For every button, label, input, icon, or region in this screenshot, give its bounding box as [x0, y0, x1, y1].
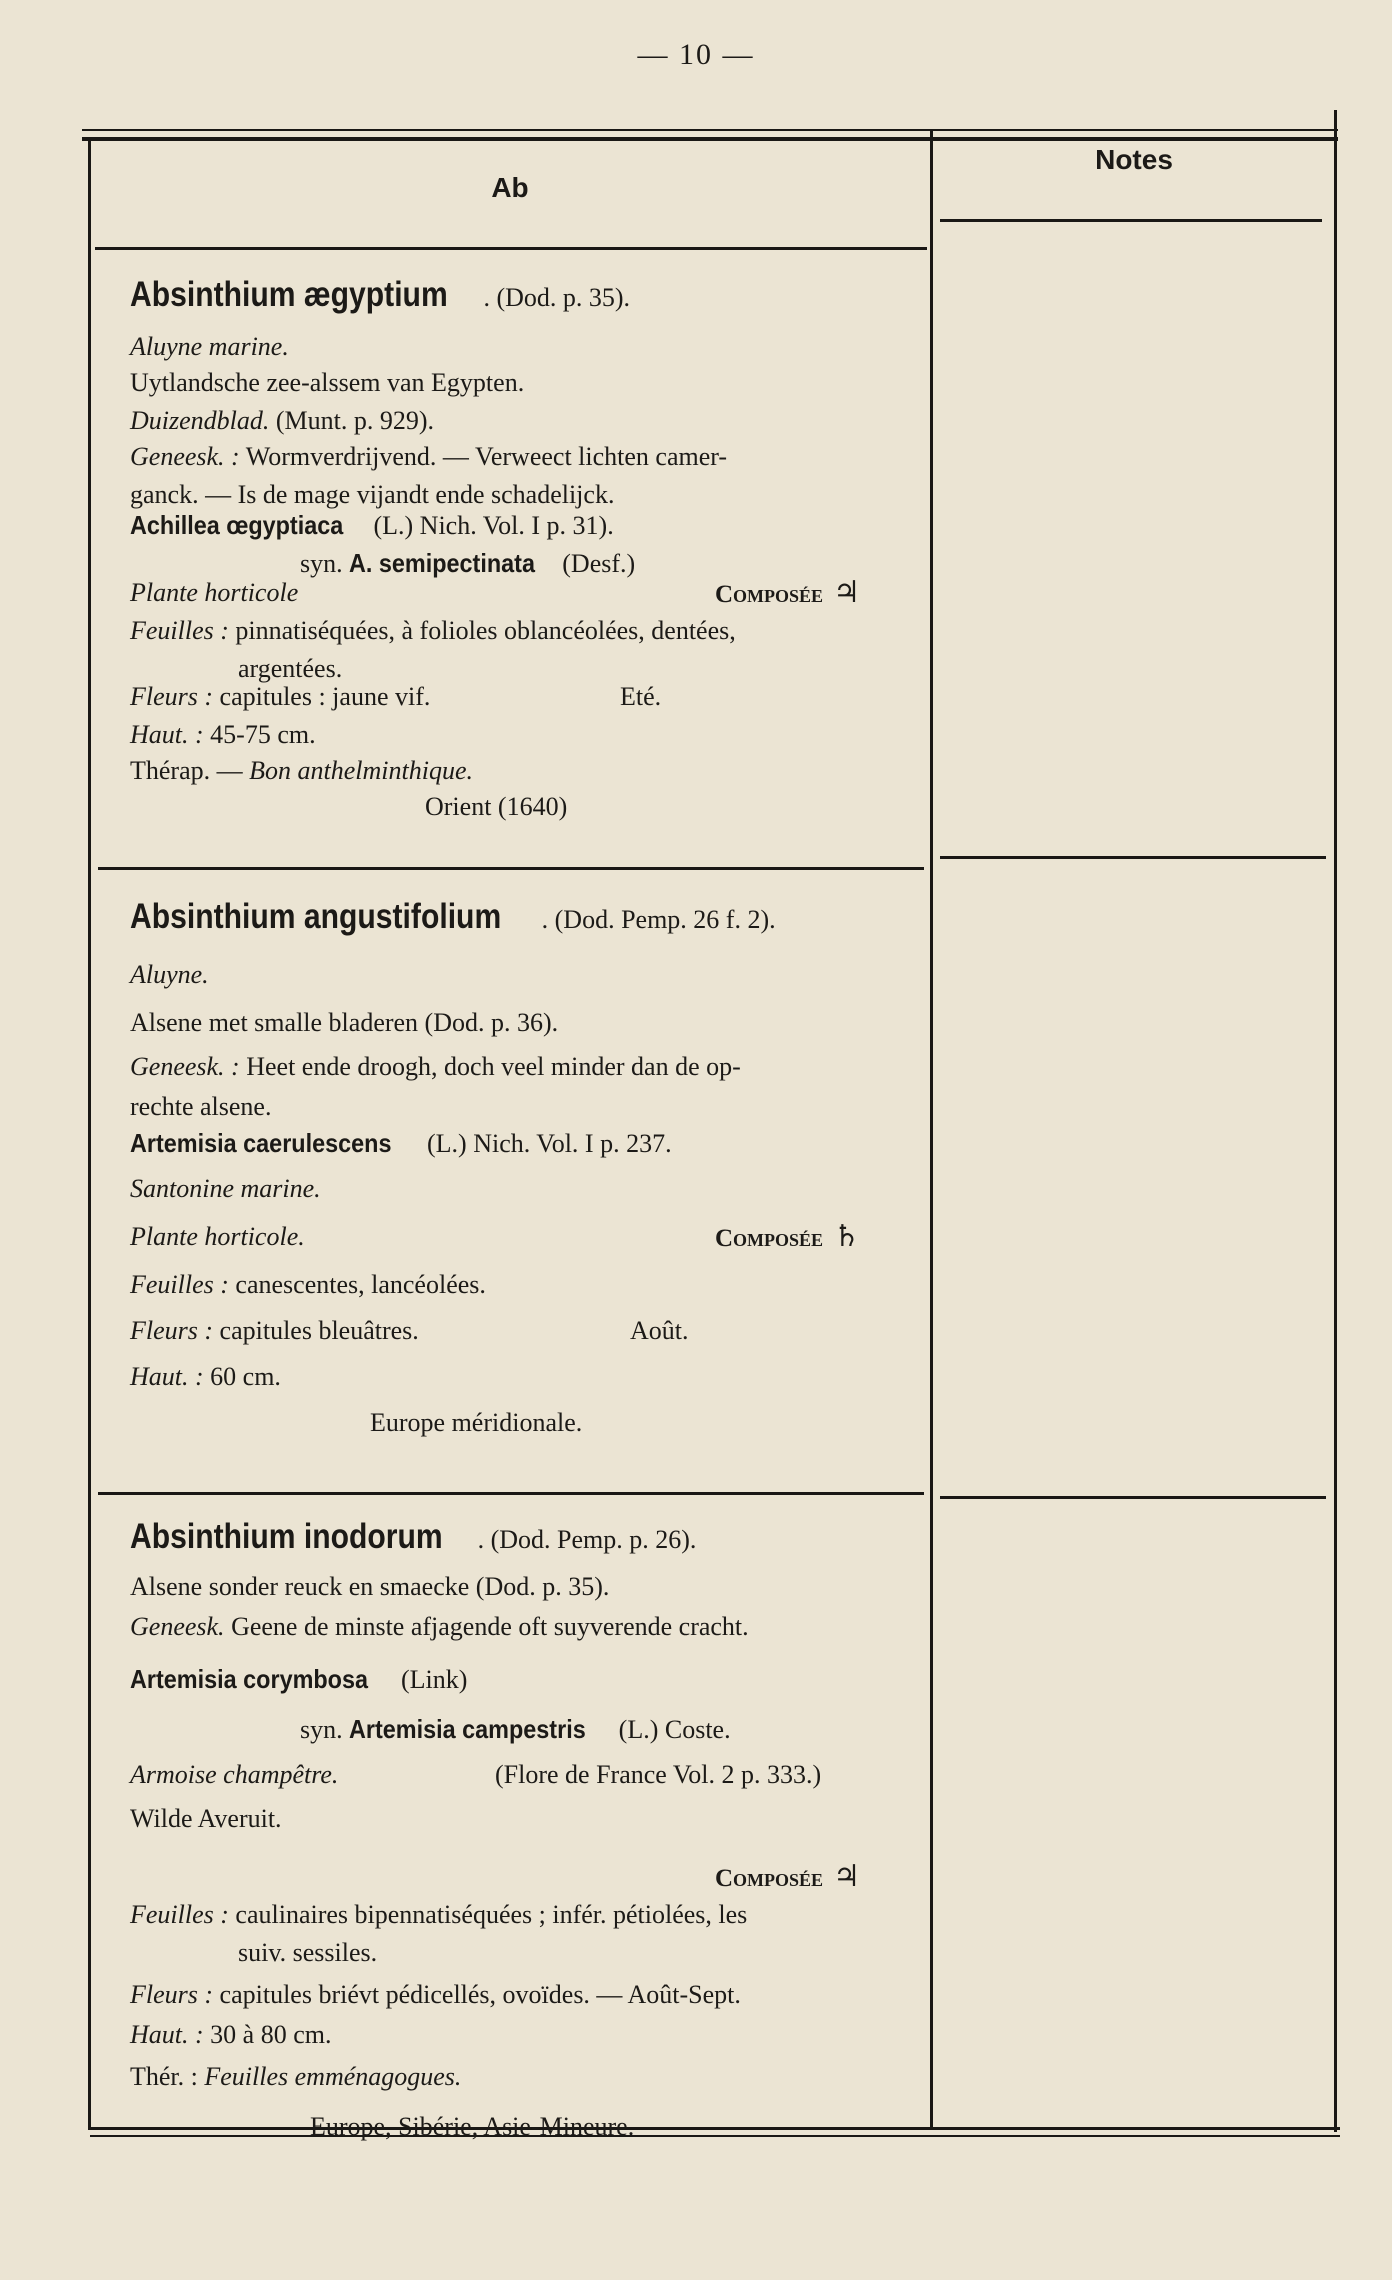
- line-text: Alsene met smalle bladeren (Dod. p. 36).: [130, 1008, 559, 1037]
- field-label: Fleurs :: [130, 682, 214, 711]
- line-italic-text: Bon anthelminthique.: [249, 756, 473, 785]
- line-text: Wormverdrijvend. — Verweect lichten camer-: [239, 442, 728, 471]
- line-text: 45-75 cm.: [203, 720, 316, 749]
- line-text: Orient (1640): [425, 792, 568, 821]
- line-text: Aluyne.: [130, 960, 209, 989]
- life-form-symbol: ♃: [833, 576, 860, 609]
- line-text: pinnatiséquées, à folioles oblancéolées, dentées,: [228, 616, 736, 645]
- entry-line: [130, 1896, 920, 1934]
- entry-line: [130, 1218, 920, 1266]
- entry-title-line: [130, 1518, 920, 1568]
- line-text: capitules : jaune vif.: [213, 682, 431, 711]
- line-text: Plante horticole.: [130, 1222, 305, 1251]
- entry-separator-1-right: [940, 856, 1326, 859]
- line-suffix: (Desf.): [555, 549, 636, 578]
- line-text: syn.: [300, 549, 350, 578]
- line-text: Artemisia corymbosa: [130, 1664, 369, 1694]
- header-separator-right: [940, 219, 1322, 222]
- entry-line: [130, 1976, 920, 2016]
- line-suffix: (Munt. p. 929).: [269, 406, 435, 435]
- line-suffix: (Link): [394, 1665, 468, 1694]
- plant-family: [715, 1858, 860, 1898]
- entry-title-line: [130, 898, 920, 956]
- entry-line: [130, 1660, 920, 1710]
- column-divider: [930, 130, 933, 2130]
- entry-line: [130, 364, 920, 402]
- line-text: Achillea œgyptiaca: [130, 510, 344, 540]
- life-form-symbol: ♃: [833, 1860, 860, 1893]
- family-name: Composée: [715, 1865, 824, 1892]
- entry-line: [130, 1170, 920, 1218]
- entry-title-reference: . (Dod. p. 35).: [483, 283, 631, 312]
- entry-line: [130, 1088, 920, 1124]
- synonym-name: A. semipectinata: [349, 548, 536, 578]
- frame-left-line: [88, 137, 91, 2130]
- line-text: 60 cm.: [203, 1362, 281, 1391]
- page-number: — 10 —: [637, 38, 755, 71]
- line-text: Alsene sonder reuck en smaecke (Dod. p. 35).: [130, 1572, 610, 1601]
- entry-line: [130, 1358, 920, 1404]
- entry-line: [130, 506, 920, 544]
- field-label: Feuilles :: [130, 616, 229, 645]
- entry-line: [130, 1312, 920, 1358]
- field-label: Fleurs :: [130, 1980, 214, 2009]
- entry-separator-1-left: [98, 867, 924, 870]
- flora-reference: (Flore de France Vol. 2 p. 333.): [495, 1760, 822, 1789]
- entry-line: [130, 476, 920, 509]
- frame-top-line-inner: [82, 129, 1338, 131]
- field-label: Haut. :: [130, 1362, 204, 1391]
- entry-line: [130, 328, 920, 364]
- line-text: capitules bleuâtres.: [213, 1316, 419, 1345]
- line-suffix: (L.) Coste.: [612, 1715, 731, 1744]
- entry-title: Absinthium inodorum: [130, 1517, 443, 1556]
- entry-line: [130, 1404, 920, 1456]
- line-text: caulinaires bipennatiséquées ; infér. pétiolées, les: [228, 1900, 748, 1929]
- family-name: Composée: [715, 581, 824, 608]
- column-header-ab: Ab: [491, 172, 529, 203]
- flowering-season: Août.: [630, 1316, 689, 1345]
- line-suffix: (L.) Nich. Vol. I p. 237.: [420, 1129, 672, 1158]
- field-label: Fleurs :: [130, 1316, 214, 1345]
- entry-line: [130, 650, 920, 683]
- family-name: Composée: [715, 1225, 824, 1252]
- line-text: Plante horticole: [130, 578, 299, 607]
- frame-top-line: [82, 137, 1338, 141]
- plant-family: [715, 1218, 860, 1258]
- entry-line: [130, 956, 920, 1004]
- entry-title-line: [130, 276, 920, 328]
- entry-absinthium-inodorum: [130, 1518, 920, 2146]
- entry-line: [130, 438, 920, 476]
- entry-line: [130, 544, 920, 578]
- entry-line: [130, 1004, 920, 1048]
- entry-line: [130, 402, 920, 438]
- line-text: Armoise champêtre.: [130, 1760, 339, 1789]
- entry-line: [130, 716, 920, 752]
- line-text: argentées.: [238, 654, 343, 683]
- entry-line: [130, 678, 920, 716]
- entry-absinthium-aegyptium: [130, 276, 920, 824]
- synonym-name: Artemisia campestris: [349, 1714, 586, 1744]
- entry-line: [130, 1124, 920, 1170]
- field-label: Haut. :: [130, 2020, 204, 2049]
- life-form-symbol: ♄: [833, 1220, 860, 1253]
- entry-title-reference: . (Dod. Pemp. p. 26).: [477, 1525, 697, 1554]
- entry-title: Absinthium angustifolium: [130, 897, 502, 936]
- entry-line: [130, 1858, 920, 1896]
- plant-family: [715, 574, 860, 614]
- line-text: Wilde Averuit.: [130, 1804, 282, 1833]
- entry-line: [130, 1934, 920, 1976]
- line-text: syn.: [300, 1715, 350, 1744]
- entry-absinthium-angustifolium: [130, 898, 920, 1456]
- line-text: Geene de minste afjagende oft suyverende cracht.: [224, 1612, 749, 1641]
- field-label: Feuilles :: [130, 1900, 229, 1929]
- line-text: Thér. :: [130, 2062, 205, 2091]
- column-header-notes: Notes: [1095, 144, 1173, 175]
- line-text: Santonine marine.: [130, 1174, 321, 1203]
- entry-line: [130, 2108, 920, 2146]
- frame-right-line: [1334, 110, 1337, 2132]
- entry-title: Absinthium ægyptium: [130, 275, 448, 314]
- entry-line: [130, 612, 920, 650]
- line-italic-text: Feuilles emménagogues.: [204, 2062, 462, 2091]
- line-text: Europe, Sibérie, Asie-Mineure.: [310, 2112, 635, 2141]
- field-label: Haut. :: [130, 720, 204, 749]
- field-label: Geneesk.: [130, 1612, 225, 1641]
- entry-line: [130, 1568, 920, 1608]
- entry-separator-2-right: [940, 1496, 1326, 1499]
- entry-line: [130, 574, 920, 612]
- entry-line: [130, 788, 920, 824]
- entry-line: [130, 2016, 920, 2058]
- line-text: Heet ende droogh, doch veel minder dan de op-: [239, 1052, 741, 1081]
- field-label: Geneesk. :: [130, 442, 240, 471]
- line-text: Uytlandsche zee-alssem van Egypten.: [130, 368, 525, 397]
- line-text: rechte alsene.: [130, 1092, 272, 1121]
- line-text: 30 à 80 cm.: [203, 2020, 332, 2049]
- entry-separator-2-left: [98, 1492, 924, 1495]
- entry-line: [130, 1048, 920, 1088]
- line-text: Aluyne marine.: [130, 332, 289, 361]
- entry-line: [130, 1266, 920, 1312]
- field-label: Geneesk. :: [130, 1052, 240, 1081]
- entry-line: [130, 1756, 920, 1800]
- header-separator-left: [95, 247, 927, 250]
- entry-line: [130, 1608, 920, 1660]
- line-text: capitules briévt pédicellés, ovoïdes. — Août-Sept.: [213, 1980, 741, 2009]
- line-text: Thérap. —: [130, 756, 250, 785]
- line-suffix: (L.) Nich. Vol. I p. 31).: [366, 511, 614, 540]
- flowering-season: Eté.: [620, 682, 662, 711]
- entry-title-reference: . (Dod. Pemp. 26 f. 2).: [541, 905, 776, 934]
- entry-line: [130, 752, 920, 788]
- entry-line: [130, 2058, 920, 2108]
- line-text: canescentes, lancéolées.: [228, 1270, 486, 1299]
- entry-line: [130, 1710, 920, 1756]
- line-text: Europe méridionale.: [370, 1408, 583, 1437]
- line-text: ganck. — Is de mage vijandt ende schadelijck.: [130, 480, 615, 509]
- field-label: Feuilles :: [130, 1270, 229, 1299]
- line-text: suiv. sessiles.: [238, 1938, 378, 1967]
- entry-line: [130, 1800, 920, 1858]
- line-text: Duizendblad.: [130, 406, 270, 435]
- line-text: Artemisia caerulescens: [130, 1128, 392, 1158]
